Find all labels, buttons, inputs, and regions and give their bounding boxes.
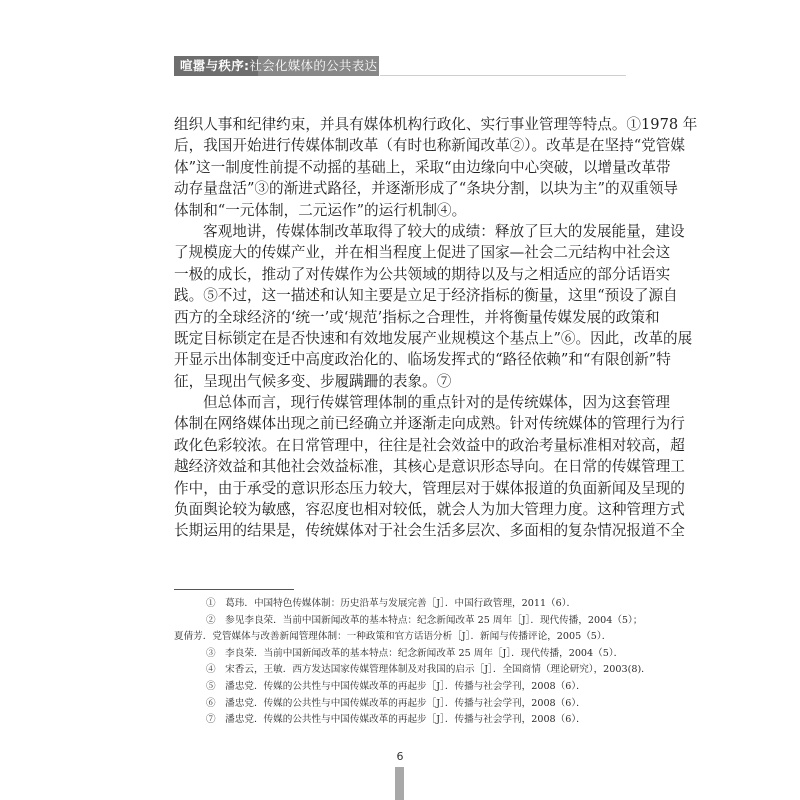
paragraph-line: 践。⑤不过，这一描述和认知主要是立足于经济指标的衡量，这里“预设了源自 bbox=[174, 287, 678, 305]
paragraph-line: 既定目标锁定在是否快速和有效地发展产业规模这个基点上”⑥。因此，改革的展 bbox=[174, 329, 693, 347]
header-rule bbox=[380, 75, 626, 76]
page-number: 6 bbox=[396, 750, 404, 763]
footnote: ① 葛玮．中国特色传媒体制：历史沿革与发展完善［J］．中国行政管理，2011（6）． bbox=[206, 598, 577, 609]
paragraph-line: 后，我国开始进行传媒体制改革（有时也称新闻改革②）。改革是在坚持“党管媒 bbox=[174, 137, 685, 155]
footnote: ④ 宋香云，王敏．西方发达国家传媒管理体制及对我国的启示［J］．全国商情（理论研究），2003(8)． bbox=[206, 664, 651, 676]
paragraph-line: 动存量盘活”③的渐进式路径，并逐渐形成了“条块分割，以块为主”的双重领导 bbox=[174, 180, 678, 198]
paragraph-line: 体”这一制度性前提不动摇的基础上，采取“由边缘向中心突破，以增量改革带 bbox=[174, 158, 671, 176]
paragraph-line: 开显示出体制变迁中高度政治化的、临场发挥式的“路径依赖”和“有限创新”特 bbox=[174, 351, 671, 369]
footnote-continuation: 夏倩芳．党管媒体与改善新闻管理体制：一种政策和官方话语分析［J］．新闻与传播评论，2005（5）． bbox=[174, 631, 612, 643]
book-title: 喧嚣与秩序: bbox=[180, 58, 250, 73]
paragraph-line: 西方的全球经济的‘统一’或‘规范’指标之合理性，并将衡量传媒发展的政策和 bbox=[174, 308, 660, 326]
paragraph-line: 客观地讲，传媒体制改革取得了较大的成绩：释放了巨大的发展能量，建设 bbox=[203, 222, 685, 240]
footnote: ⑦ 潘忠党．传媒的公共性与中国传媒改革的再起步［J］．传播与社会学刊，2008（6）． bbox=[206, 714, 586, 726]
footnote: ⑥ 潘忠党．传媒的公共性与中国传媒改革的再起步［J］．传播与社会学刊，2008（6）． bbox=[206, 697, 586, 709]
body-text bbox=[174, 114, 698, 542]
paragraph-line: 越经济效益和其他社会效益标准，其核心是意识形态导向。在日常的传媒管理工 bbox=[174, 458, 685, 476]
paragraph-line: 征，呈现出气候多变、步履蹒跚的表象。⑦ bbox=[174, 372, 452, 390]
footnotes bbox=[174, 596, 651, 729]
footnote-rule bbox=[174, 589, 294, 590]
paragraph-line: 作中，由于承受的意识形态压力较大，管理层对于媒体报道的负面新闻及呈现的 bbox=[174, 479, 685, 497]
footnote: ② 参见李良荣．当前中国新闻改革的基本特点：纪念新闻改革 25 周年［J］．现代传播，2004（5）； bbox=[206, 614, 643, 626]
paragraph-line: 但总体而言，现行传媒管理体制的重点针对的是传统媒体，因为这套管理 bbox=[203, 394, 671, 412]
paragraph-line: 政化色彩较浓。在日常管理中，往往是社会效益中的政治考量标准相对较高，超 bbox=[174, 436, 685, 454]
paragraph-line: 一极的成长，推动了对传媒作为公共领域的期待以及与之相适应的部分话语实 bbox=[174, 265, 671, 283]
page-edge-tab bbox=[395, 767, 404, 800]
paragraph-line: 体制和“一元体制，二元运作”的运行机制④。 bbox=[174, 201, 467, 219]
book-subtitle: 社会化媒体的公共表达 bbox=[249, 58, 378, 73]
footnote: ③ 李良荣．当前中国新闻改革的基本特点：纪念新闻改革 25 周年［J］．现代传播，2004（5）． bbox=[206, 647, 624, 659]
paragraph-line: 了规模庞大的传媒产业，并在相当程度上促进了国家—社会二元结构中社会这 bbox=[174, 244, 671, 262]
paragraph-line: 负面舆论较为敏感，容忍度也相对较低，就会人为加大管理力度。这种管理方式 bbox=[174, 501, 685, 519]
running-header bbox=[180, 57, 377, 75]
footnote: ⑤ 潘忠党．传媒的公共性与中国传媒改革的再起步［J］．传播与社会学刊，2008（6）． bbox=[206, 680, 586, 692]
paragraph-line: 体制在网络媒体出现之前已经确立并逐渐走向成熟。针对传统媒体的管理行为行 bbox=[174, 415, 685, 433]
paragraph-line: 长期运用的结果是，传统媒体对于社会生活多层次、多面相的复杂情况报道不全 bbox=[174, 522, 685, 540]
paragraph-line: 组织人事和纪律约束，并具有媒体机构行政化、实行事业管理等特点。①1978 年 bbox=[174, 116, 698, 133]
